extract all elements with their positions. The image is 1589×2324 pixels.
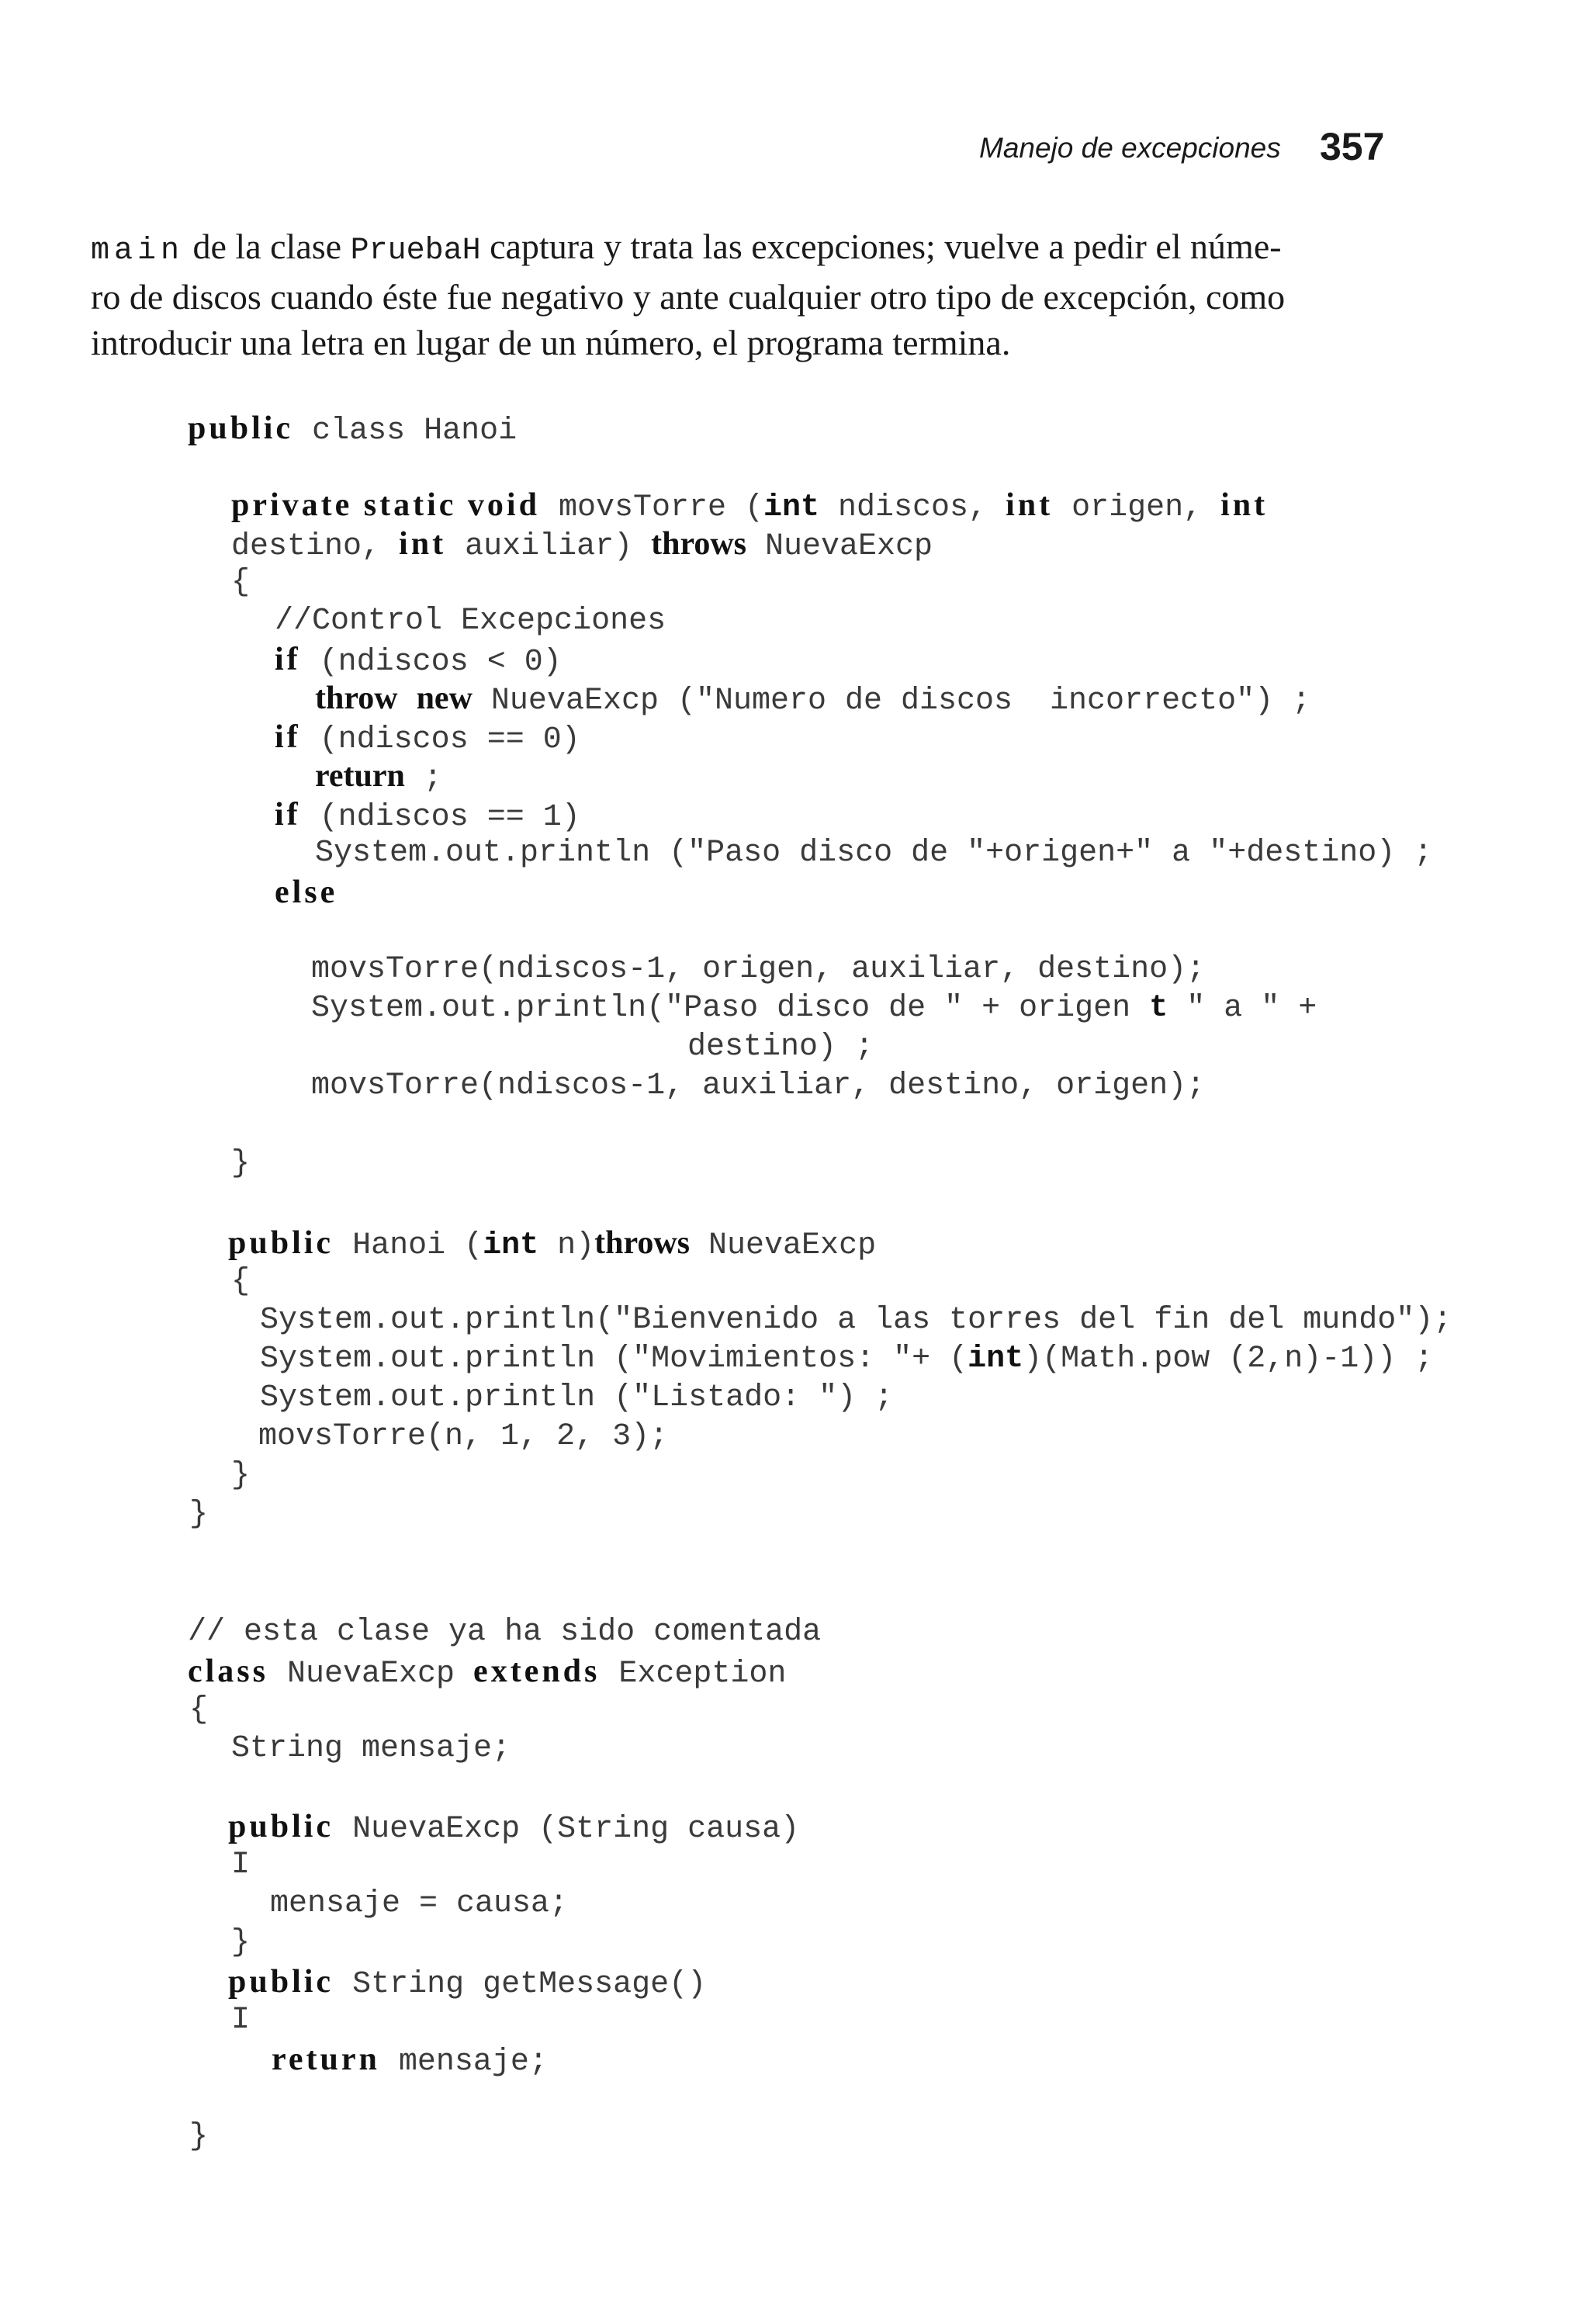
running-title: Manejo de excepciones: [979, 132, 1281, 164]
code-line: {: [231, 1264, 251, 1299]
code-line: [188, 410, 517, 450]
code-keyword: int: [763, 490, 820, 525]
code-text: destino,: [231, 529, 400, 564]
code-keyword: int: [399, 526, 447, 562]
code-line: [188, 1653, 786, 1693]
code-keyword: throws: [651, 526, 747, 562]
code-text: class Hanoi: [293, 414, 518, 449]
inline-code-main: main: [91, 234, 185, 268]
code-line: movsTorre(n, 1, 2, 3);: [258, 1419, 669, 1454]
code-text: origen,: [1053, 490, 1221, 525]
code-keyword: int: [1220, 487, 1269, 523]
code-line: }: [231, 1925, 251, 1960]
code-text: ;: [404, 761, 442, 796]
code-keyword: new: [416, 681, 473, 716]
code-line: [231, 487, 1268, 527]
code-line: [275, 874, 338, 914]
code-line: {: [231, 565, 251, 600]
code-text: System.out.println("Paso disco de " + origen: [311, 991, 1150, 1026]
code-text: )(Math.pow (2,n)-1)) ;: [1023, 1342, 1434, 1377]
code-text: n): [538, 1228, 595, 1263]
code-line: [228, 1963, 706, 2004]
intro-line-3: introducir una letra en lugar de un número, el programa termina.: [91, 323, 1011, 362]
code-keyword: if: [275, 642, 301, 677]
code-line: System.out.println ("Listado: ") ;: [260, 1380, 894, 1415]
code-text: t: [1149, 991, 1168, 1026]
code-line: movsTorre(ndiscos-1, auxiliar, destino, origen);: [311, 1068, 1206, 1103]
code-line: [272, 2041, 548, 2081]
code-line: System.out.println ("Paso disco de "+origen+" a "+destino) ;: [315, 836, 1433, 871]
code-line: {: [189, 1692, 209, 1727]
code-text: (ndiscos < 0): [300, 645, 562, 680]
code-keyword: throw: [315, 681, 398, 716]
code-line: [260, 1341, 1433, 1378]
code-keyword: extends: [473, 1654, 601, 1689]
code-text: (ndiscos == 1): [300, 800, 580, 835]
code-text: NuevaExcp (String causa): [334, 1812, 800, 1847]
code-keyword: public: [188, 410, 294, 446]
code-line: String mensaje;: [231, 1731, 511, 1766]
inline-code-pruebah: PruebaH: [350, 234, 481, 268]
code-line: [311, 990, 1317, 1027]
code-line: [315, 680, 1310, 720]
code-keyword: int: [968, 1342, 1024, 1377]
code-keyword: return: [315, 758, 405, 794]
intro-line-2: ro de discos cuando éste fue negativo y ante cualquier otro tipo de excepción, como: [91, 277, 1286, 317]
code-text: NuevaExcp: [690, 1228, 877, 1263]
code-text: auxiliar): [446, 529, 652, 564]
code-keyword: int: [1006, 487, 1054, 523]
code-line: [275, 796, 580, 836]
code-text: Exception: [600, 1657, 787, 1692]
code-keyword: public: [228, 1964, 334, 2000]
code-text: String getMessage(): [334, 1967, 707, 2002]
code-line: I: [231, 1848, 251, 1882]
code-line: [275, 641, 562, 681]
code-keyword: if: [275, 797, 301, 833]
code-text: movsTorre (: [539, 490, 763, 525]
code-line: destino) ;: [687, 1030, 874, 1065]
intro-text: de la clase: [184, 227, 351, 266]
code-line: }: [231, 1146, 251, 1181]
code-line: [315, 757, 442, 798]
code-text: System.out.println ("Movimientos: "+ (: [260, 1342, 968, 1377]
code-line: [228, 1224, 876, 1265]
code-line: System.out.println("Bienvenido a las torres del fin del mundo");: [260, 1303, 1452, 1338]
code-line: mensaje = causa;: [270, 1886, 569, 1921]
code-keyword: public: [228, 1809, 334, 1844]
page-number: 357: [1320, 125, 1385, 168]
code-line: [275, 719, 580, 759]
code-comment: // esta clase ya ha sido comentada: [188, 1615, 822, 1650]
code-line: [231, 525, 933, 566]
code-keyword: throws: [594, 1225, 691, 1261]
code-comment: //Control Excepciones: [275, 604, 666, 639]
code-text: NuevaExcp: [268, 1657, 474, 1692]
code-keyword: public: [228, 1225, 334, 1261]
code-text: NuevaExcp: [746, 529, 933, 564]
code-line: [228, 1808, 799, 1848]
code-line: }: [231, 1458, 251, 1493]
code-keyword: class: [188, 1654, 268, 1689]
code-text: ndiscos,: [819, 490, 1006, 525]
code-keyword: return: [272, 2042, 380, 2077]
code-keyword: if: [275, 719, 301, 755]
code-text: " a " +: [1168, 991, 1317, 1026]
code-keyword: int: [483, 1228, 539, 1263]
code-line: }: [189, 1497, 209, 1532]
code-keyword: private static void: [231, 487, 540, 523]
code-text: Hanoi (: [334, 1228, 483, 1263]
code-line: movsTorre(ndiscos-1, origen, auxiliar, destino);: [311, 952, 1206, 987]
code-text: NuevaExcp ("Numero de discos incorrecto") ;: [472, 684, 1311, 719]
code-text: mensaje;: [379, 2045, 548, 2080]
code-text: (ndiscos == 0): [300, 722, 580, 757]
code-line: I: [231, 2003, 251, 2038]
code-text: [398, 684, 417, 719]
intro-text: captura y trata las excepciones; vuelve a pedir el núme-: [480, 227, 1282, 266]
code-keyword: else: [275, 875, 338, 910]
code-line: }: [189, 2119, 209, 2154]
